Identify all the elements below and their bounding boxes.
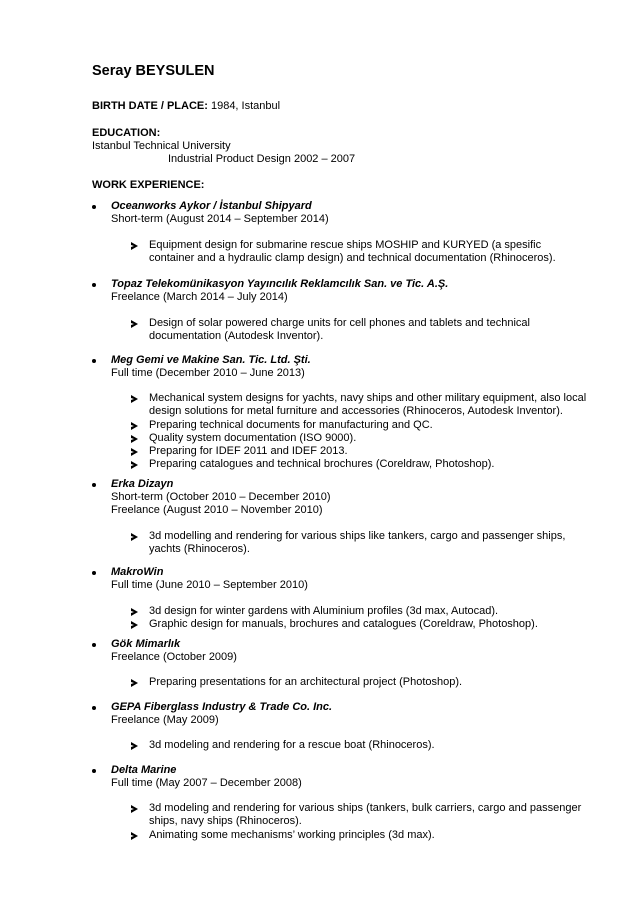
job-period: Short-term (October 2010 – December 2010) (111, 491, 331, 503)
education-university: Istanbul Technical University (92, 140, 231, 152)
job-company: Erka Dizayn (111, 478, 174, 490)
birth-label: BIRTH DATE / PLACE: (92, 100, 208, 112)
arrow-bullet-icon (131, 320, 138, 328)
arrow-bullet-icon (131, 679, 138, 687)
bullet-icon (92, 643, 96, 647)
job-company: Gök Mimarlık (111, 638, 181, 650)
arrow-bullet-icon (131, 621, 138, 629)
arrow-bullet-icon (131, 448, 138, 456)
arrow-bullet-icon (131, 461, 138, 469)
job-task-text: 3d modelling and rendering for various ships like tankers, cargo and passenger ships, yachts (Rhinoceros). (149, 530, 566, 555)
job-task-text: Quality system documentation (ISO 9000). (149, 432, 357, 444)
job-company: Delta Marine (111, 764, 177, 776)
arrow-bullet-icon (131, 533, 138, 541)
arrow-bullet-icon (131, 832, 138, 840)
bullet-icon (92, 283, 96, 287)
job-task-text: Mechanical system designs for yachts, navy ships and other military equipment, also local design solutions for metal furniture and accessories (Rhinoceros, Autodesk Inventor). (149, 392, 587, 417)
job-period: Freelance (March 2014 – July 2014) (111, 291, 288, 303)
job-period: Short-term (August 2014 – September 2014) (111, 213, 329, 225)
arrow-bullet-icon (131, 422, 138, 430)
job-company: MakroWin (111, 566, 164, 578)
bullet-icon (92, 769, 96, 773)
arrow-bullet-icon (131, 608, 138, 616)
birth-value: 1984, Istanbul (207, 100, 281, 112)
job-period: Full time (June 2010 – September 2010) (111, 579, 308, 591)
bullet-icon (92, 205, 96, 209)
bullet-icon (92, 483, 96, 487)
job-task-text: Preparing technical documents for manufacturing and QC. (149, 419, 433, 431)
education-heading: EDUCATION: (92, 127, 161, 139)
arrow-bullet-icon (131, 805, 138, 813)
job-company: Oceanworks Aykor / İstanbul Shipyard (111, 200, 312, 212)
job-task-text: 3d modeling and rendering for various ships (tankers, bulk carriers, cargo and passenger ships, navy ships (Rhinoceros). (149, 802, 582, 827)
job-period: Freelance (May 2009) (111, 714, 219, 726)
job-task-text: 3d modeling and rendering for a rescue boat (Rhinoceros). (149, 739, 435, 751)
job-task-text: Animating some mechanisms’ working principles (3d max). (149, 829, 435, 841)
job-company: Topaz Telekomünikasyon Yayıncılık Reklamcılık San. ve Tic. A.Ş. (111, 278, 449, 290)
arrow-bullet-icon (131, 395, 138, 403)
job-period: Full time (May 2007 – December 2008) (111, 777, 302, 789)
arrow-bullet-icon (131, 435, 138, 443)
job-period: Freelance (August 2010 – November 2010) (111, 504, 323, 516)
job-task-text: Preparing catalogues and technical brochures (Coreldraw, Photoshop). (149, 458, 495, 470)
job-company: GEPA Fiberglass Industry & Trade Co. Inc. (111, 701, 333, 713)
bullet-icon (92, 706, 96, 710)
job-task-text: Equipment design for submarine rescue ships MOSHIP and KURYED (a spesific container and a hydraulic clamp design) and technical documentation (Rhinoceros). (149, 239, 556, 264)
bullet-icon (92, 571, 96, 575)
arrow-bullet-icon (131, 242, 138, 250)
job-task-text: Design of solar powered charge units for cell phones and tablets and technical documentation (Autodesk Inventor). (149, 317, 530, 342)
candidate-name: Seray BEYSULEN (92, 63, 215, 79)
job-company: Meg Gemi ve Makine San. Tic. Ltd. Şti. (111, 354, 311, 366)
work-experience-heading: WORK EXPERIENCE: (92, 179, 205, 191)
job-task-text: Graphic design for manuals, brochures and catalogues (Coreldraw, Photoshop). (149, 618, 538, 630)
arrow-bullet-icon (131, 742, 138, 750)
job-task-text: Preparing presentations for an architectural project (Photoshop). (149, 676, 463, 688)
job-task-text: Preparing for IDEF 2011 and IDEF 2013. (149, 445, 348, 457)
job-period: Full time (December 2010 – June 2013) (111, 367, 305, 379)
bullet-icon (92, 359, 96, 363)
birth-line (92, 100, 280, 113)
education-department: Industrial Product Design 2002 – 2007 (168, 153, 356, 165)
job-period: Freelance (October 2009) (111, 651, 237, 663)
job-task-text: 3d design for winter gardens with Aluminium profiles (3d max, Autocad). (149, 605, 499, 617)
